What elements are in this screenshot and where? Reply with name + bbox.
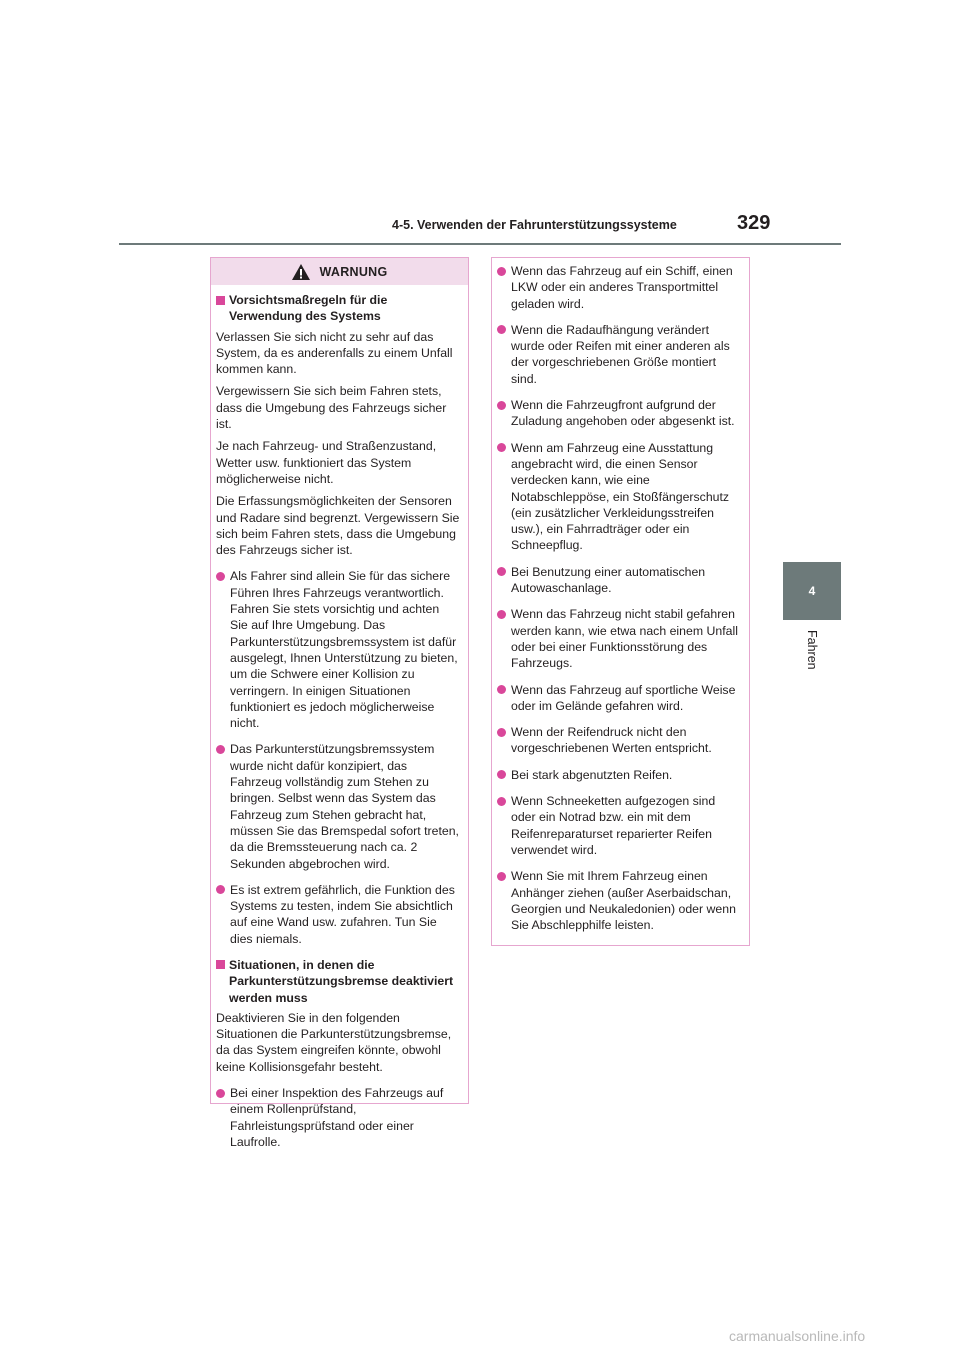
warning-body [492, 258, 749, 933]
warning-body [211, 285, 468, 1150]
bullet-item [497, 767, 741, 783]
bullet-text: Als Fahrer sind allein Sie für das sichere Führen Ihres Fahrzeugs verantwortlich. Fahren Sie stets vorsichtig und achten Sie auf Ihre Umgebung. Das Parkunterstützungsbremssystem ist dafür ausgelegt, Ihnen Unterstützung zu bieten, um die Schwere einer Kollision zu verringern. In einigen Situationen funktioniert es jedoch möglicherweise nicht. [230, 569, 458, 731]
section-square-icon [216, 296, 225, 305]
bullet-dot-icon [497, 728, 506, 737]
section-heading [216, 292, 460, 325]
header-rule [119, 243, 841, 245]
section-heading-text: Situationen, in denen die Parkunterstützungsbremse deaktiviert werden muss [229, 957, 454, 1005]
bullet-dot-icon [497, 797, 506, 806]
bullet-dot-icon [497, 872, 506, 881]
chapter-number: 4 [808, 584, 816, 598]
warning-triangle-icon [291, 263, 311, 281]
bullet-text: Wenn am Fahrzeug eine Ausstattung angebracht wird, die einen Sensor verdecken kann, wie eine Notabschleppöse, ein Stoßfängerschutz (ein zusätzlicher Verkleidungsstreifen usw.), ein Fahrradträger oder ein Schneepflug. [511, 440, 730, 553]
bullet-dot-icon [497, 401, 506, 410]
bullet-text: Bei einer Inspektion des Fahrzeugs auf einem Rollenprüfstand, Fahrleistungsprüfstand oder einer Laufrolle. [230, 1086, 444, 1149]
bullet-text: Das Parkunterstützungsbremssystem wurde nicht dafür konzipiert, das Fahrzeug vollständig zum Stehen zu bringen. Selbst wenn das System das Fahrzeug zum Stehen gebracht hat, müssen Sie das Bremspedal sofort treten, da die Bremssteuerung nach ca. 2 Sekunden abgebrochen wird. [230, 742, 459, 871]
bullet-dot-icon [497, 267, 506, 276]
section-heading [216, 957, 460, 1006]
bullet-dot-icon [497, 325, 506, 334]
bullet-item [497, 263, 741, 312]
warning-box-left [210, 257, 469, 1149]
bullet-text: Wenn Schneeketten aufgezogen sind oder ein Notrad bzw. ein mit dem Reifenreparaturset reparierter Reifen verwendet wird. [511, 794, 716, 857]
warning-header [211, 258, 468, 285]
chapter-tab [783, 562, 841, 620]
bullet-dot-icon [497, 610, 506, 619]
bullet-text: Es ist extrem gefährlich, die Funktion des Systems zu testen, indem Sie absichtlich auf eine Wand usw. zufahren. Tun Sie dies niemals. [230, 882, 455, 946]
bullet-item [497, 724, 741, 757]
paragraph: Deaktivieren Sie in den folgenden Situationen die Parkunterstützungsbremse, da das System eingreifen könnte, obwohl keine Kollisionsgefahr besteht. [216, 1010, 452, 1074]
bullet-dot-icon [497, 685, 506, 694]
page-number: 329 [737, 212, 771, 234]
bullet-dot-icon [497, 567, 506, 576]
section-square-icon [216, 960, 225, 969]
bullet-dot-icon [216, 572, 225, 581]
bullet-item [497, 606, 741, 671]
watermark: carmanualsonline.info [729, 1328, 866, 1344]
bullet-text: Wenn der Reifendruck nicht den vorgeschriebenen Werten entspricht. [511, 725, 712, 756]
bullet-item [216, 741, 460, 871]
bullet-text: Wenn das Fahrzeug auf sportliche Weise oder im Gelände gefahren wird. [511, 682, 736, 713]
page-header-title: 4-5. Verwenden der Fahrunterstützungssysteme [392, 218, 677, 232]
paragraph: Verlassen Sie sich nicht zu sehr auf das System, da es anderenfalls zu einem Unfall kommen kann. [216, 329, 453, 377]
bullet-item [497, 322, 741, 387]
bullet-text: Wenn die Radaufhängung verändert wurde oder Reifen mit einer anderen als der vorgeschriebenen Größe montiert sind. [511, 322, 730, 386]
bullet-item [497, 440, 741, 554]
warning-title: WARNUNG [319, 264, 388, 279]
bullet-item [497, 793, 741, 858]
bullet-item [216, 882, 460, 947]
bullet-dot-icon [216, 745, 225, 754]
paragraph: Vergewissern Sie sich beim Fahren stets, dass die Umgebung des Fahrzeugs sicher ist. [216, 384, 447, 432]
bullet-text: Wenn das Fahrzeug auf ein Schiff, einen LKW oder ein anderes Transportmittel geladen wird. [511, 264, 733, 311]
bullet-item [497, 868, 741, 933]
chapter-side-label: Fahren [805, 630, 819, 670]
bullet-text: Wenn Sie mit Ihrem Fahrzeug einen Anhänger ziehen (außer Aserbaidschan, Georgien und Neukaledonien) oder wenn Sie Abschlepphilfe leisten. [511, 869, 736, 933]
bullet-dot-icon [216, 885, 225, 894]
bullet-item [497, 397, 741, 430]
bullet-dot-icon [497, 770, 506, 779]
paragraph: Die Erfassungsmöglichkeiten der Sensoren und Radare sind begrenzt. Vergewissern Sie sich beim Fahren stets, dass die Umgebung des Fahrzeugs sicher ist. [216, 494, 460, 558]
bullet-item [497, 564, 741, 597]
bullet-text: Wenn das Fahrzeug nicht stabil gefahren werden kann, wie etwa nach einem Unfall oder bei einer Funktionsstörung des Fahrzeugs. [511, 607, 738, 671]
bullet-text: Wenn die Fahrzeugfront aufgrund der Zuladung angehoben oder abgesenkt ist. [511, 398, 735, 429]
bullet-text: Bei stark abgenutzten Reifen. [511, 767, 673, 782]
bullet-dot-icon [216, 1089, 225, 1098]
bullet-dot-icon [497, 443, 506, 452]
warning-box-right [491, 257, 750, 946]
bullet-item [216, 1085, 460, 1150]
paragraph: Je nach Fahrzeug- und Straßenzustand, Wetter usw. funktioniert das System möglicherweise nicht. [216, 439, 437, 486]
bullet-text: Bei Benutzung einer automatischen Autowaschanlage. [511, 564, 706, 596]
bullet-item [216, 568, 460, 731]
bullet-item [497, 682, 741, 715]
section-heading-text: Vorsichtsmaßregeln für die Verwendung des Systems [229, 293, 388, 324]
